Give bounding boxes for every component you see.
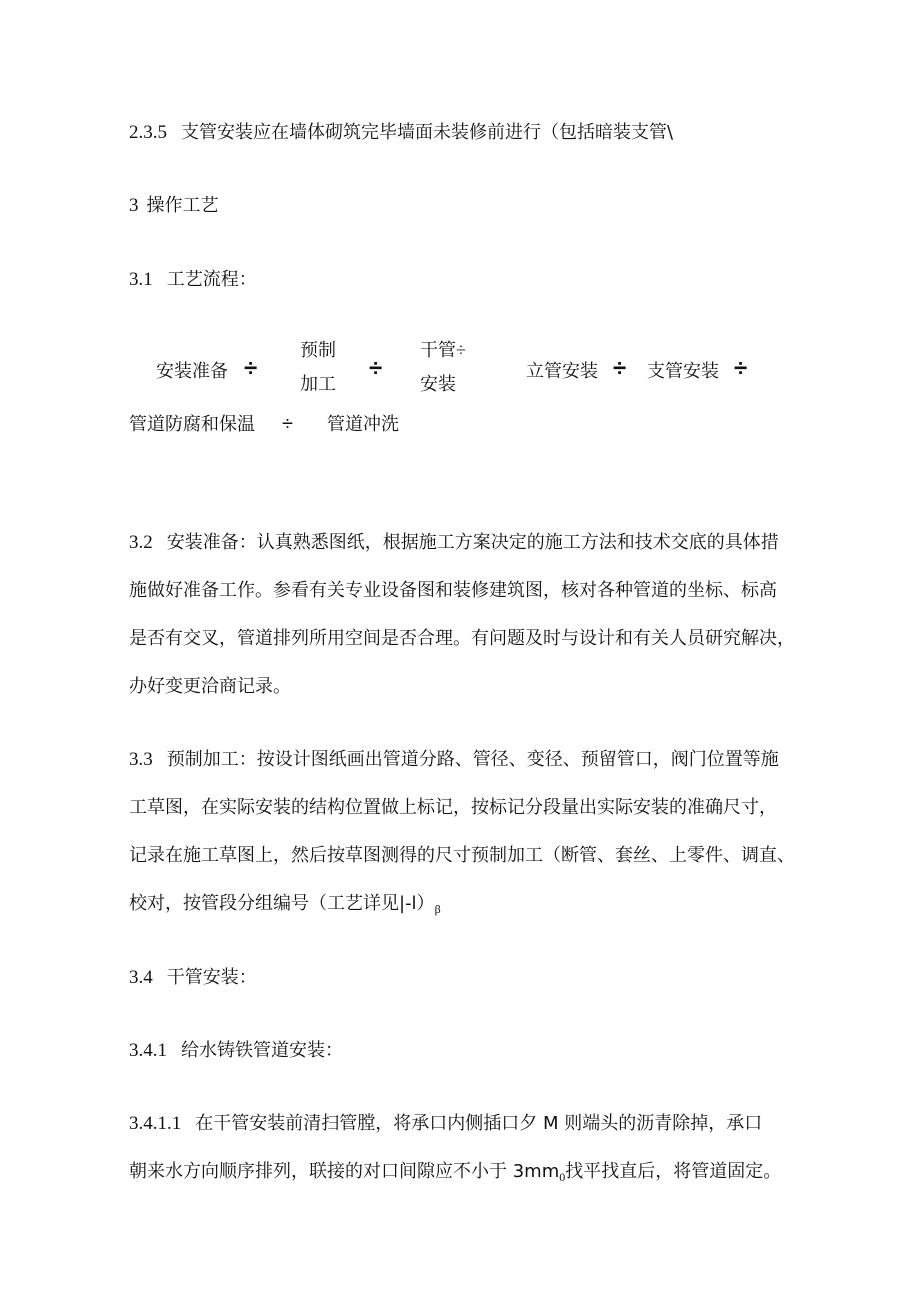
- subscript-mark: 0: [559, 1170, 566, 1184]
- section-text: 在干管安装前清扫管膛，将承口内侧插口夕 M 则端头的沥青除掉，承口: [195, 1113, 763, 1134]
- paragraph-line: [129, 748, 779, 772]
- flow-step-prefab-line2: 加工: [300, 374, 336, 394]
- section-text: 朝来水方向顺序排列，联接的对口间隙应不小于 3mm: [129, 1161, 560, 1182]
- section-2-3-5: [129, 121, 673, 145]
- paragraph-line: 工草图，在实际安装的结构位置做上标记，按标记分段量出实际安装的准确尺寸，: [129, 797, 777, 818]
- paragraph-line: 办好变更洽商记录。: [129, 676, 291, 697]
- section-text: 操作工艺: [146, 195, 219, 216]
- section-number: 3.1: [129, 269, 153, 290]
- paragraph-line: [129, 531, 779, 555]
- section-number: 3.3: [129, 749, 153, 770]
- section-text: 找平找直后，将管道固定。: [565, 1161, 782, 1182]
- flow-step-flush: 管道冲洗: [327, 414, 399, 434]
- section-number: 3.4.1.1: [129, 1113, 182, 1134]
- section-text: 工艺流程：: [166, 269, 257, 290]
- section-number: 2.3.5: [129, 122, 167, 143]
- paragraph-line: [129, 1112, 762, 1136]
- section-3-heading: [129, 194, 219, 218]
- section-number: 3.4: [129, 967, 153, 988]
- section-text: 安装准备：认真熟悉图纸，根据施工方案决定的施工方法和技术交底的具体措: [166, 532, 779, 553]
- paragraph-line: [129, 892, 441, 921]
- flow-step-branch: 支管安装: [647, 361, 719, 381]
- section-text: 给水铸铁管道安装：: [181, 1040, 343, 1061]
- paragraph-line: 是否有交叉，管道排列所用空间是否合理。有问题及时与设计和有关人员研究解决，: [129, 628, 795, 649]
- section-text: 校对，按管段分组编号（工艺详见|-l）: [129, 893, 435, 914]
- flow-step-prefab-line1: 预制: [300, 340, 336, 360]
- paragraph-line: 记录在施工草图上，然后按草图测得的尺寸预制加工（断管、套丝、上零件、调直、: [129, 845, 795, 866]
- flow-step-main-line2: 安装: [420, 374, 456, 394]
- section-number: 3.4.1: [129, 1040, 167, 1061]
- trailing-mark: β: [434, 902, 441, 916]
- flow-arrow-icon: ÷: [282, 413, 293, 435]
- flow-arrow-icon: ÷: [369, 355, 383, 382]
- section-text: 干管安装：: [166, 967, 257, 988]
- section-number: 3.2: [129, 532, 153, 553]
- flow-arrow-icon: ÷: [613, 355, 627, 382]
- flow-arrow-icon: ÷: [734, 355, 748, 382]
- section-number: 3: [129, 195, 139, 216]
- paragraph-line: 施做好准备工作。参看有关专业设备图和装修建筑图，核对各种管道的坐标、标高: [129, 580, 777, 601]
- section-3-1-heading: [129, 268, 257, 292]
- flow-arrow-icon: ÷: [244, 355, 258, 382]
- flow-step-main-line1: 干管÷: [420, 340, 466, 360]
- section-text: 支管安装应在墙体砌筑完毕墙面未装修前进行（包括暗装支管\: [181, 122, 674, 143]
- section-3-4-1-heading: [129, 1039, 343, 1063]
- flow-step-prep: 安装准备: [156, 361, 228, 381]
- section-3-4-heading: [129, 966, 257, 990]
- paragraph-line: [129, 1160, 781, 1189]
- flow-step-riser: 立管安装: [526, 361, 598, 381]
- flow-step-anticorrosion: 管道防腐和保温: [129, 414, 255, 434]
- section-text: 预制加工：按设计图纸画出管道分路、管径、变径、预留管口，阀门位置等施: [166, 749, 779, 770]
